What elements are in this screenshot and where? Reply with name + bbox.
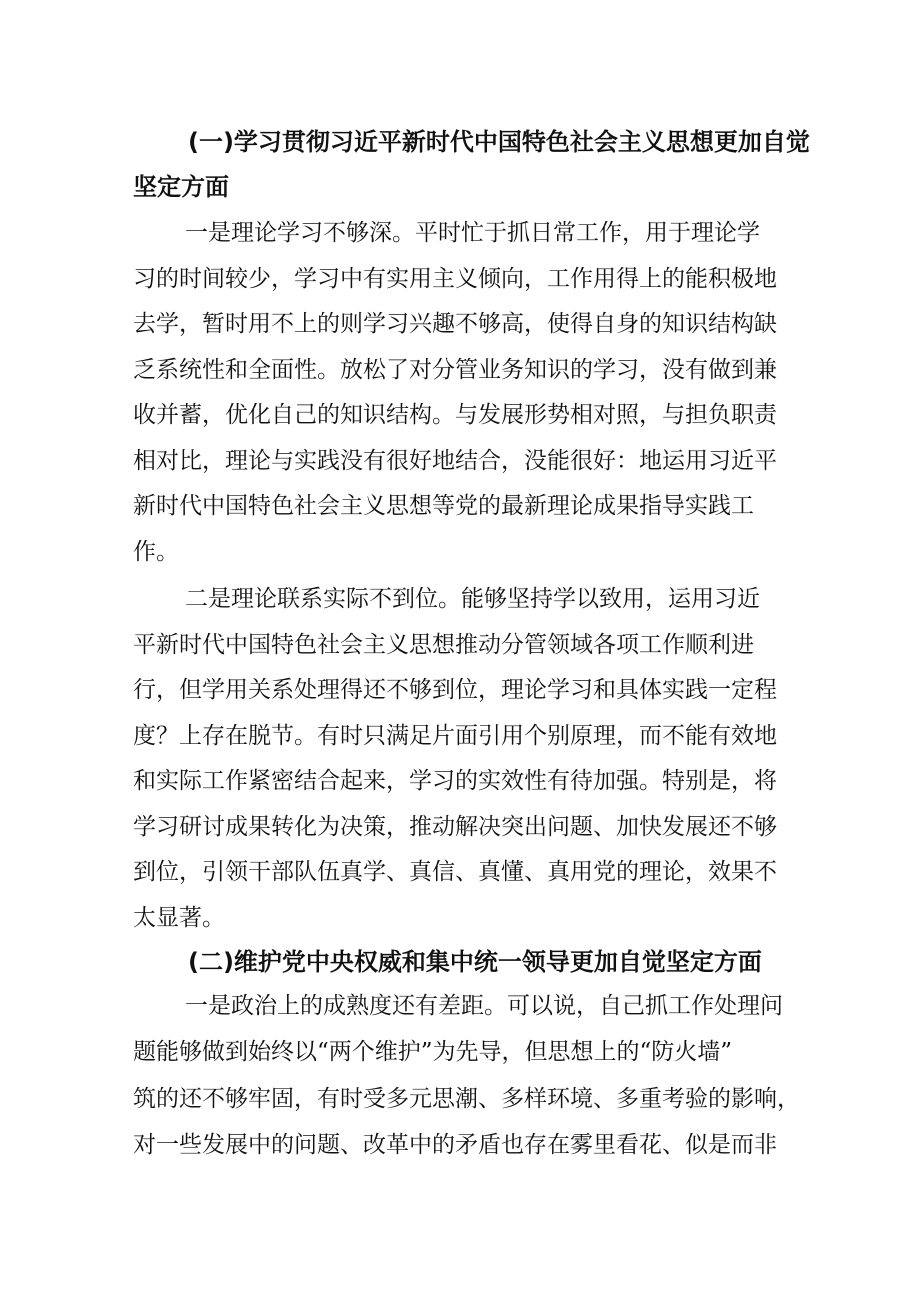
paragraph-line: 相对比，理论与实践没有很好地结合，没能很好：地运用习近平 bbox=[133, 447, 777, 474]
paragraph-line: 平新时代中国特色社会主义思想推动分管领域各项工作顺利进 bbox=[133, 631, 754, 658]
paragraph-line: 作。 bbox=[133, 538, 179, 565]
paragraph-line: 筑的还不够牢固，有时受多元思潮、多样环境、多重考验的影响， bbox=[133, 1085, 800, 1112]
paragraph-line: 习的时间较少，学习中有实用主义倾向，工作用得上的能积极地 bbox=[133, 265, 777, 292]
paragraph-line: 学习研讨成果转化为决策，推动解决突出问题、加快发展还不够 bbox=[133, 813, 777, 840]
section-1-heading-line-1: (一)学习贯彻习近平新时代中国特色社会主义思想更加自觉 bbox=[188, 128, 810, 156]
paragraph-line: 二是理论联系实际不到位。能够坚持学以致用，运用习近 bbox=[185, 586, 760, 612]
paragraph-line: 一是理论学习不够深。平时忙于抓日常工作，用于理论学 bbox=[185, 220, 760, 246]
paragraph-line: 乏系统性和全面性。放松了对分管业务知识的学习，没有做到兼 bbox=[133, 356, 777, 383]
paragraph-line: 新时代中国特色社会主义思想等党的最新理论成果指导实践工 bbox=[133, 493, 754, 519]
paragraph-line: 一是政治上的成熟度还有差距。可以说，自己抓工作处理问 bbox=[185, 993, 783, 1019]
paragraph-line: 到位，引领干部队伍真学、真信、真懂、真用党的理论，效果不 bbox=[133, 859, 777, 885]
section-1-heading-line-2: 坚定方面 bbox=[133, 173, 229, 201]
section-2-heading: (二)维护党中央权威和集中统一领导更加自觉坚定方面 bbox=[188, 948, 762, 976]
paragraph-line: 行，但学用关系处理得还不够到位，理论学习和具体实践一定程 bbox=[133, 677, 777, 703]
paragraph-line: 对一些发展中的问题、改革中的矛盾也存在雾里看花、似是而非 bbox=[133, 1131, 777, 1158]
paragraph-line: 去学，暂时用不上的则学习兴趣不够高，使得自身的知识结构缺 bbox=[133, 311, 777, 337]
paragraph-line: 收并蓄，优化自己的知识结构。与发展形势相对照，与担负职责 bbox=[133, 402, 777, 428]
paragraph-line: 题能够做到始终以“两个维护”为先导，但思想上的“防火墙” bbox=[133, 1039, 733, 1066]
paragraph-line: 太显著。 bbox=[133, 904, 225, 931]
paragraph-line: 和实际工作紧密结合起来，学习的实效性有待加强。特别是，将 bbox=[133, 768, 777, 794]
paragraph-line: 度？上存在脱节。有时只满足片面引用个别原理，而不能有效地 bbox=[133, 722, 777, 749]
